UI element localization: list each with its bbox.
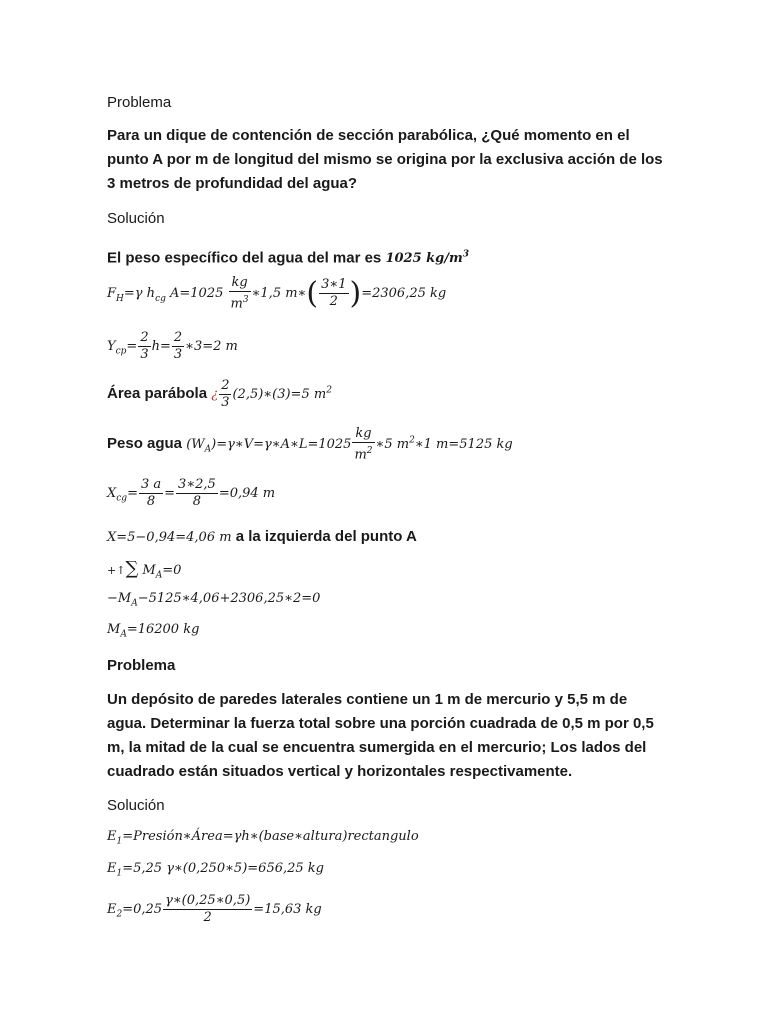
equation-moment-result: $M_A=16200$ kg <box>107 622 200 640</box>
solution-2-heading: Solución <box>107 797 165 814</box>
equation-e1-definition: $E_1=Presión∗Área=\gamma h∗(base∗altura)rectangulo$ <box>107 829 419 847</box>
peso-agua-equation: $(W_A)=\gamma∗V=\gamma∗A∗L=1025$ $\frac{kg}{m^2}$ ∗5 $m^2∗1$ m=5125 kg <box>186 426 513 463</box>
x-position-equation: X=5−0,94=4,06 m <box>107 530 232 545</box>
peso-agua-label: Peso agua <box>107 435 183 453</box>
equation-e2-value: $E_2=0,25$ $\frac{\gamma∗(0,25∗0,5)}{2}$ =15,63 kg <box>107 893 322 925</box>
equation-moment-balance: $-M_A-5125∗4,06+2306,25∗2=0$ <box>107 591 321 609</box>
area-parabola-equation: ¿ $\frac{2}{3}$ (2,5)∗(3)=5 $m^2$ <box>211 378 332 410</box>
problem-2-heading: Problema <box>107 657 176 674</box>
area-parabola-line <box>107 378 332 411</box>
equation-sum-moments: +↑∑ $M_A=0$ <box>107 558 182 581</box>
problem-1-heading: Problema <box>107 94 172 111</box>
peso-especifico-label: El peso específico del agua del mar es <box>107 249 382 267</box>
equation-xcg: $X_{cg}=$ $\frac{3 a}{8}$ = $\frac{3∗2,5}{8}$ =0,94 m <box>107 477 276 509</box>
peso-agua-line <box>107 426 513 463</box>
equation-e1-value: $E_1=5,25$ γ∗(0,250∗5)=656,25 kg <box>107 861 324 879</box>
peso-especifico-line <box>107 243 469 271</box>
problem-2-statement: Un depósito de paredes laterales contiene un 1 m de mercurio y 5,5 m de agua. Determinar la fuerza total sobre una porción cuadrada de 0,5 m por 0,5 m, la mitad de la cual se encuentra sumergida en el mercurio; Los lados del cuadrado están situados vertical y horizontales respectivamente. <box>107 691 654 780</box>
area-parabola-label: Área parábola <box>107 385 208 402</box>
problem-1-statement: Para un dique de contención de sección parabólica, ¿Qué momento en el punto A por m de longitud del mismo se origina por la exclusiva acción de los 3 metros de profundidad del agua? <box>107 127 663 192</box>
equation-fh: $F_H=\gamma$ $h_{cg}$ A=1025 $\frac{kg}{m^3}$ ∗1,5 m∗( $\frac{3∗1}{2}$ )=2306,25 kg <box>107 275 447 312</box>
x-position-line <box>107 525 417 550</box>
solution-1-heading: Solución <box>107 210 165 227</box>
peso-especifico-value: 1025 $kg/m^3$ <box>385 250 470 267</box>
x-position-text: a la izquierda del punto A <box>235 528 417 545</box>
equation-ycp: $Y_{cp}=$ $\frac{2}{3}$ h= $\frac{2}{3}$ ∗3=2 m <box>107 330 238 362</box>
